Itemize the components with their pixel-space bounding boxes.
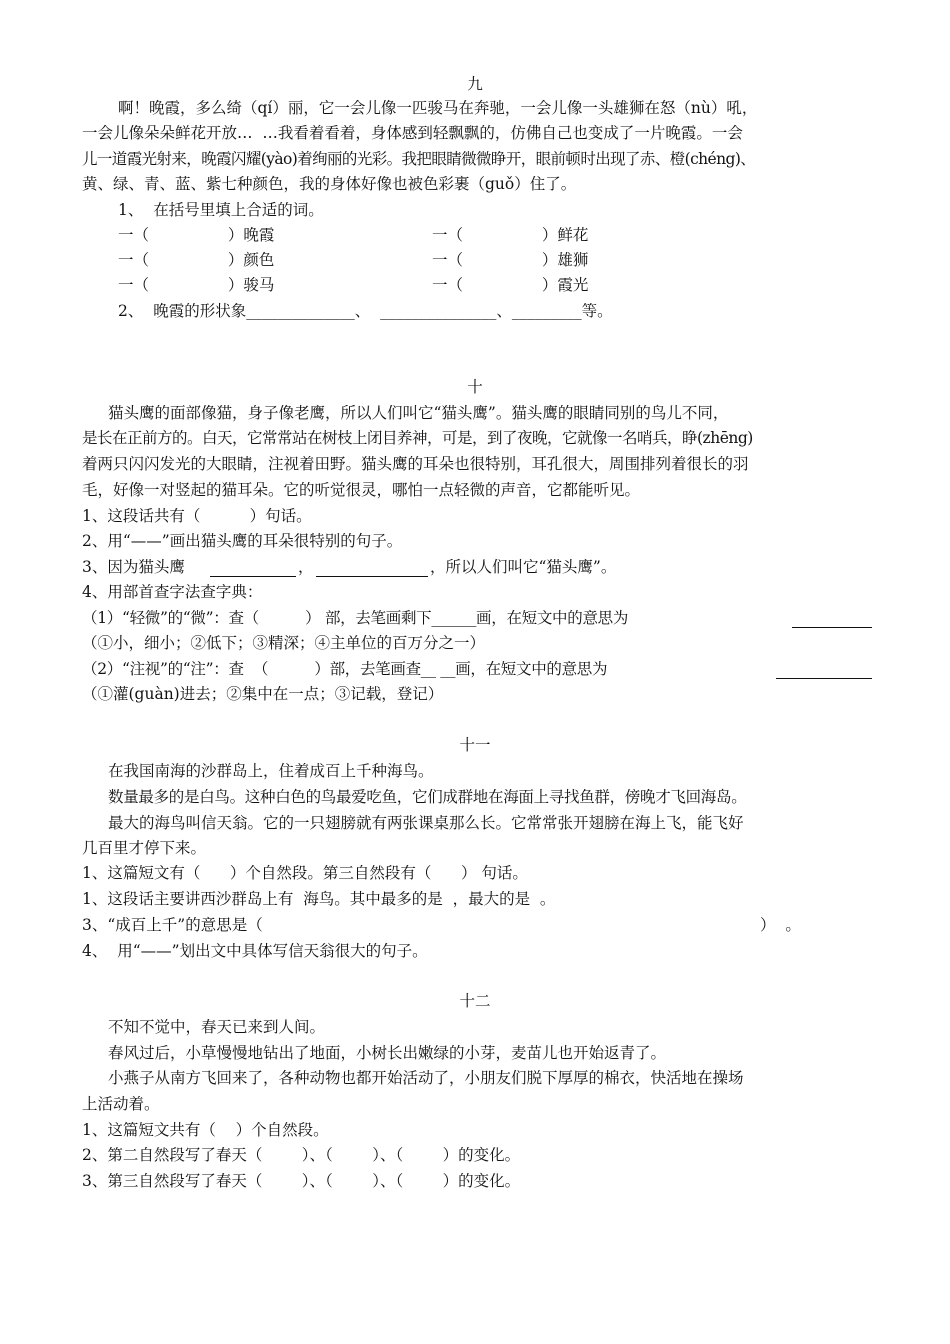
section-12-paragraph-line: 不知不觉中，春天已来到人间。 xyxy=(108,1018,326,1036)
section-10-paragraph-line: 猫头鹰的面部像猫，身子像老鹰，所以人们叫它“猫头鹰”。猫头鹰的眼睛同别的鸟儿不同， xyxy=(108,404,729,422)
section-9-paragraph-line: 啊！晚霞，多么绮（qí）丽，它一会儿像一匹骏马在奔驰，一会儿像一头雄狮在怒（nù）吼， xyxy=(118,99,758,117)
section-10-question-3-start: 3、因为猫头鹰 xyxy=(82,558,185,576)
section-11-question-2: 1、这段话主要讲西沙群岛上有 海鸟。其中最多的是 ，最大的是 。 xyxy=(82,890,556,908)
section-11-paragraph-line: 几百里才停下来。 xyxy=(82,839,207,857)
section-10-question-1: 1、这段话共有（ ）句话。 xyxy=(82,507,312,525)
section-11-question-4: 4、 用“——”划出文中具体写信天翁很大的句子。 xyxy=(82,942,428,960)
section-9-fill-left: 一（ ）颜色 xyxy=(118,251,275,269)
section-12-title: 十二 xyxy=(459,992,491,1010)
section-12-question-2: 2、第二自然段写了春天（ ）、（ ）、（ ）的变化。 xyxy=(82,1146,521,1164)
section-9-paragraph-line: 黄、绿、青、蓝、紫七种颜色，我的身体好像也被色彩裹（guǒ）住了。 xyxy=(82,175,577,193)
section-10-paragraph-line: 是长在正前方的。白天，它常常站在树枝上闭目养神，可是，到了夜晚，它就像一名哨兵，睁(zhēng) xyxy=(82,429,753,447)
section-11-question-3-end: ） 。 xyxy=(760,916,801,934)
section-9-question-2: 2、 晚霞的形状象______________、 _______________、_________等。 xyxy=(118,302,613,320)
section-12-paragraph-line: 上活动着。 xyxy=(82,1095,160,1113)
section-10-question-4-part-1: （1）“轻微”的“微”：查（ ） 部，去笔画剩下______画，在短文中的意思为 xyxy=(82,609,629,627)
section-9-fill-right: 一（ ）霞光 xyxy=(432,276,589,294)
section-10-question-4: 4、用部首查字法查字典： xyxy=(82,583,263,601)
answer-blank-line xyxy=(776,678,872,679)
section-10-question-4-part-1-options: （①小，细小；②低下；③精深；④主单位的百万分之一） xyxy=(82,634,486,652)
section-9-fill-left: 一（ ）骏马 xyxy=(118,276,275,294)
answer-blank-line xyxy=(210,576,296,577)
section-11-question-3: 3、“成百上千”的意思是（ xyxy=(82,916,263,934)
section-11-title: 十一 xyxy=(459,736,491,754)
section-10-question-3-comma: ， xyxy=(298,558,314,576)
section-10-question-4-part-2: （2）“注视”的“注”：查 （ ）部，去笔画查__ __画，在短文中的意思为 xyxy=(82,660,608,678)
answer-blank-line xyxy=(316,576,428,577)
section-12-question-1: 1、这篇短文共有（ ）个自然段。 xyxy=(82,1121,329,1139)
section-9-paragraph-line: 一会儿像朵朵鲜花开放… …我看着看着，身体感到轻飘飘的，仿佛自己也变成了一片晚霞。一会 xyxy=(82,124,743,142)
section-9-fill-left: 一（ ）晚霞 xyxy=(118,226,275,244)
section-10-question-3-end: ，所以人们叫它“猫头鹰”。 xyxy=(430,558,617,576)
section-11-paragraph-line: 最大的海鸟叫信天翁。它的一只翅膀就有两张课桌那么长。它常常张开翅膀在海上飞，能飞好 xyxy=(108,814,744,832)
answer-blank-line xyxy=(792,627,872,628)
section-9-paragraph-line: 儿一道霞光射来，晚霞闪耀(yào)着绚丽的光彩。我把眼睛微微睁开，眼前顿时出现了赤、橙(chéng)、 xyxy=(82,150,756,168)
section-10-paragraph-line: 着两只闪闪发光的大眼睛，注视着田野。猫头鹰的耳朵也很特别，耳孔很大，周围排列着很长的羽 xyxy=(82,455,749,473)
section-11-paragraph-line: 数量最多的是白鸟。这种白色的鸟最爱吃鱼，它们成群地在海面上寻找鱼群，傍晚才飞回海岛。 xyxy=(108,788,747,806)
section-11-question-1: 1、这篇短文有（ ）个自然段。第三自然段有（ ） 句话。 xyxy=(82,864,528,882)
section-10-question-4-part-2-options: （①灌(guàn)进去；②集中在一点；③记载，登记） xyxy=(82,685,444,703)
section-12-question-3: 3、第三自然段写了春天（ ）、（ ）、（ ）的变化。 xyxy=(82,1172,521,1190)
section-10-title: 十 xyxy=(467,378,483,396)
section-9-fill-right: 一（ ）鲜花 xyxy=(432,226,589,244)
section-12-paragraph-line: 春风过后，小草慢慢地钻出了地面，小树长出嫩绿的小芽，麦苗儿也开始返青了。 xyxy=(108,1044,667,1062)
section-11-paragraph-line: 在我国南海的沙群岛上，住着成百上千种海鸟。 xyxy=(108,762,434,780)
section-10-paragraph-line: 毛，好像一对竖起的猫耳朵。它的听觉很灵，哪怕一点轻微的声音，它都能听见。 xyxy=(82,481,641,499)
section-12-paragraph-line: 小燕子从南方飞回来了，各种动物也都开始活动了，小朋友们脱下厚厚的棉衣，快活地在操场 xyxy=(108,1069,744,1087)
section-10-question-2: 2、用“——”画出猫头鹰的耳朵很特别的句子。 xyxy=(82,532,403,550)
section-9-question-1: 1、 在括号里填上合适的词。 xyxy=(118,201,324,219)
section-9-fill-right: 一（ ）雄狮 xyxy=(432,251,589,269)
section-9-title: 九 xyxy=(467,75,483,93)
